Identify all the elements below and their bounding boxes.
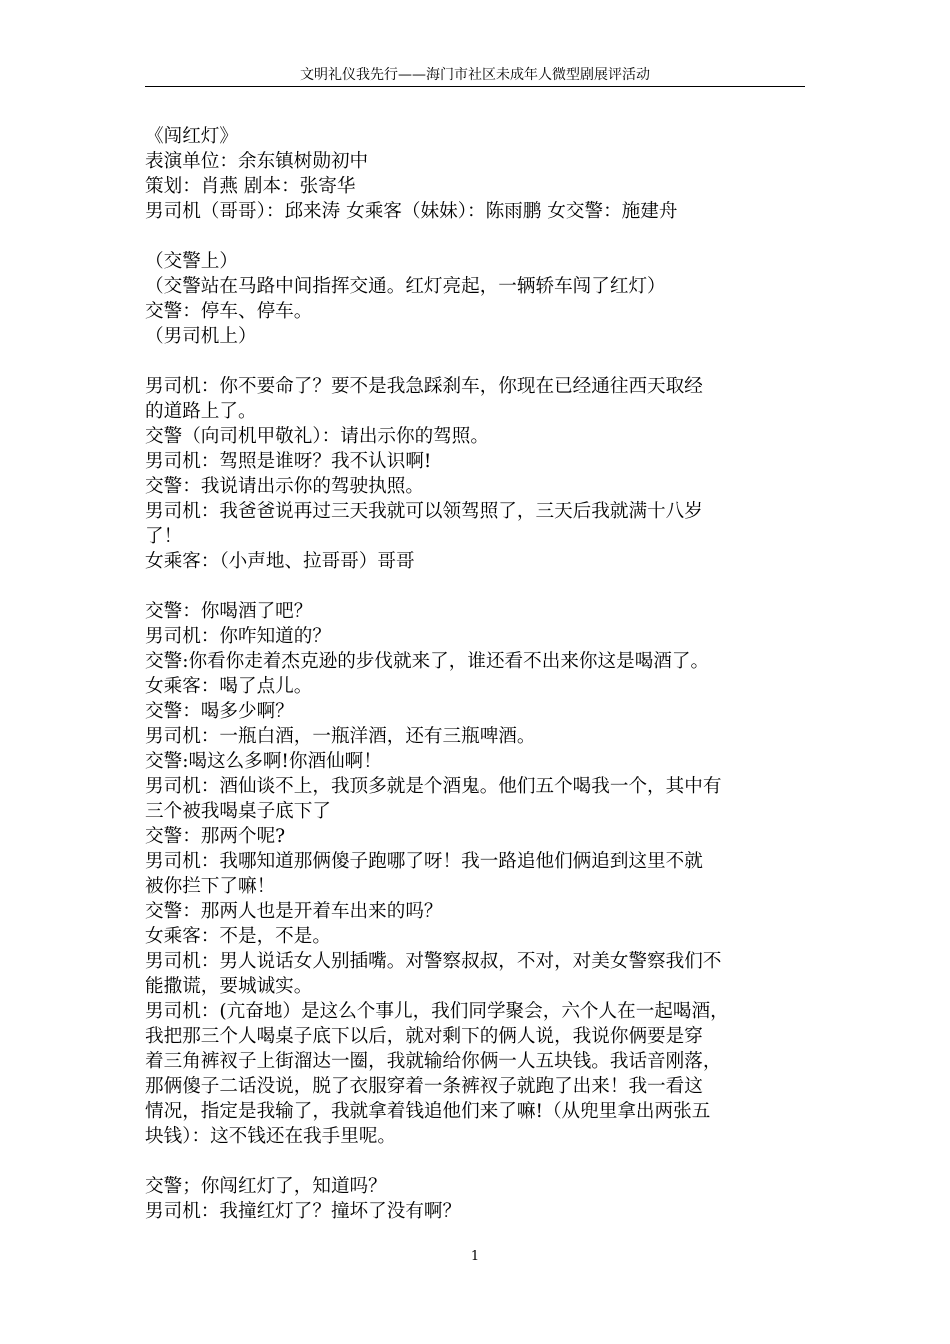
script-line: 能撒谎，要城诚实。 [145, 976, 313, 997]
script-line: 交警:喝这么多啊!你酒仙啊！ [145, 751, 382, 772]
script-line: 男司机：驾照是谁呀？我不认识啊! [145, 451, 432, 472]
script-line: 我把那三个人喝桌子底下以后，就对剩下的俩人说，我说你俩要是穿 [145, 1026, 703, 1047]
script-line: 男司机：我爸爸说再过三天我就可以领驾照了，三天后我就满十八岁 [145, 501, 703, 522]
script-line: 男司机：(亢奋地）是这么个事儿，我们同学聚会，六个人在一起喝酒， [145, 1001, 729, 1022]
script-line: 三个被我喝桌子底下了 [145, 801, 331, 822]
script-line: 那俩傻子二话没说，脱了衣服穿着一条裤衩子就跑了出来！我一看这 [145, 1076, 703, 1097]
script-line: 交警：喝多少啊？ [145, 701, 294, 722]
blank-line [145, 1149, 813, 1174]
script-line: 被你拦下了嘛！ [145, 876, 276, 897]
script-line: 交警:你看你走着杰克逊的步伐就来了，谁还看不出来你这是喝酒了。 [145, 651, 710, 672]
script-line: 女乘客：（小声地、拉哥哥）哥哥 [145, 551, 415, 572]
blank-line [145, 349, 813, 374]
blank-line [145, 574, 813, 599]
page-number: 1 [470, 1249, 480, 1264]
script-line: 策划：肖燕 剧本：张寄华 [145, 176, 356, 197]
script-line: 交警：你喝酒了吧？ [145, 601, 313, 622]
page-header: 文明礼仪我先行——海门市社区未成年人微型剧展评活动 [145, 66, 805, 87]
script-line: 男司机：一瓶白酒，一瓶洋酒，还有三瓶啤酒。 [145, 726, 536, 747]
script-line: 交警：那两个呢? [145, 826, 286, 847]
script-line: 的道路上了。 [145, 401, 257, 422]
script-line: 了！ [145, 526, 183, 547]
script-line: 男司机（哥哥）：邱来涛 女乘客（妹妹）：陈雨鹏 女交警：施建舟 [145, 201, 678, 222]
script-line: 男司机：你不要命了？要不是我急踩刹车，你现在已经通往西天取经 [145, 376, 703, 397]
script-line: （男司机上） [145, 326, 257, 347]
script-line: 交警：那两人也是开着车出来的吗？ [145, 901, 443, 922]
script-line: 块钱）：这不钱还在我手里呢。 [145, 1126, 397, 1147]
script-line: 男司机：酒仙谈不上，我顶多就是个酒鬼。他们五个喝我一个，其中有 [145, 776, 722, 797]
script-line: 女乘客：喝了点儿。 [145, 676, 313, 697]
script-line: 男司机：你咋知道的？ [145, 626, 331, 647]
script-line: 着三角裤衩子上街溜达一圈，我就输给你俩一人五块钱。我话音刚落， [145, 1051, 722, 1072]
script-line: 情况，指定是我输了，我就拿着钱追他们来了嘛!（从兜里拿出两张五 [145, 1101, 711, 1122]
script-line: 交警（向司机甲敬礼）：请出示你的驾照。 [145, 426, 489, 447]
script-line: 交警：停车、停车。 [145, 301, 313, 322]
script-line: （交警站在马路中间指挥交通。红灯亮起，一辆轿车闯了红灯） [145, 276, 666, 297]
script-line: （交警上） [145, 251, 238, 272]
script-line: 表演单位：余东镇树勋初中 [145, 151, 369, 172]
script-line: 男司机：我哪知道那俩傻子跑哪了呀！我一路追他们俩追到这里不就 [145, 851, 703, 872]
script-line: 交警：我说请出示你的驾驶执照。 [145, 476, 424, 497]
script-line: 男司机：我撞红灯了？撞坏了没有啊？ [145, 1201, 462, 1222]
script-line: 男司机：男人说话女人别插嘴。对警察叔叔，不对，对美女警察我们不 [145, 951, 722, 972]
blank-line [145, 224, 813, 249]
script-line: 女乘客：不是，不是。 [145, 926, 331, 947]
script-line: 交警；你闯红灯了，知道吗？ [145, 1176, 387, 1197]
script-body [145, 124, 813, 1224]
script-line: 《闯红灯》 [145, 126, 238, 147]
